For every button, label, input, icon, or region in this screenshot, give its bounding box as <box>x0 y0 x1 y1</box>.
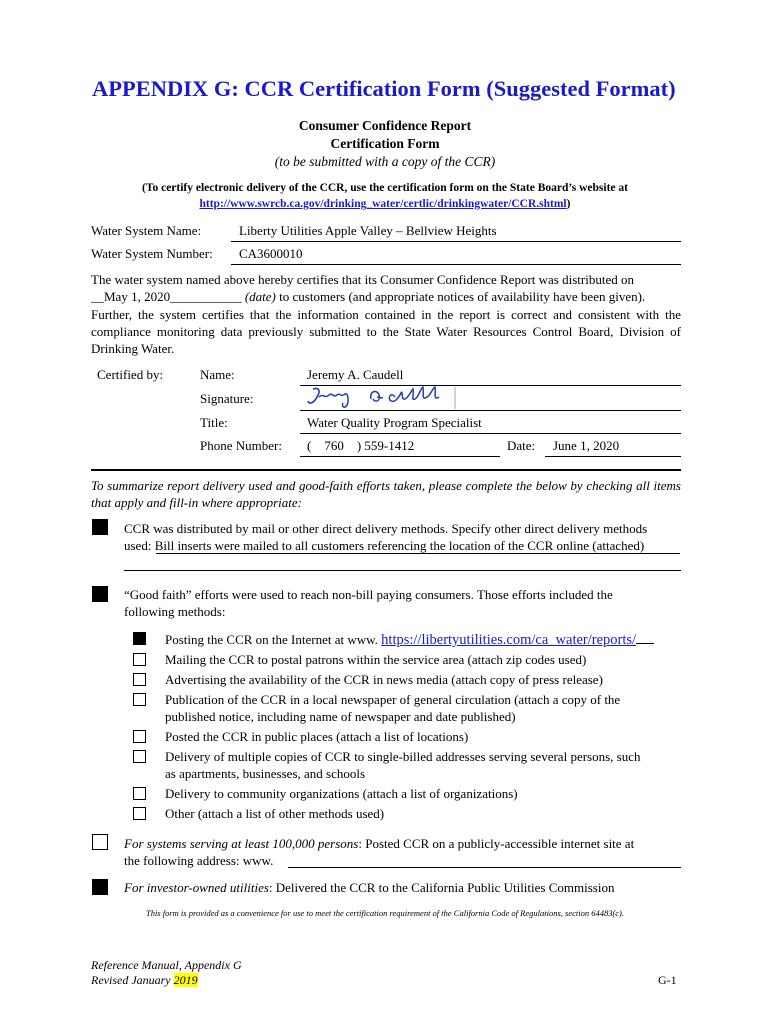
certifier-title-field[interactable]: Water Quality Program Specialist <box>307 415 482 430</box>
footer-reference: Reference Manual, Appendix G <box>91 958 242 972</box>
title-label: Title: <box>200 415 228 430</box>
method-newspaper-checkbox[interactable] <box>133 693 146 706</box>
investor-owned-checkbox[interactable] <box>92 879 108 895</box>
method-internet-checkbox[interactable] <box>133 632 146 645</box>
phone-underline <box>300 456 500 457</box>
water-system-number-underline <box>231 264 681 265</box>
distribution-date-field[interactable]: __May 1, 2020___________ <box>91 289 242 304</box>
large-system-checkbox[interactable] <box>92 834 108 850</box>
direct-delivery-line2[interactable]: used: Bill inserts were mailed to all customers referencing the location of the CCR online (attached) <box>124 538 645 553</box>
signature-label: Signature: <box>200 391 254 406</box>
page-number: G-1 <box>658 973 677 987</box>
method-public-places-text: Posted the CCR in public places (attach a list of locations) <box>165 729 469 744</box>
electronic-delivery-link-line: http://www.swrcb.ca.gov/drinking_water/certlic/drinkingwater/CCR.shtml) <box>199 198 571 210</box>
direct-delivery-underline <box>156 553 680 554</box>
large-system-address-field[interactable] <box>288 867 681 868</box>
section-divider <box>91 469 681 471</box>
phone-label: Phone Number: <box>200 438 282 453</box>
title-underline <box>300 433 681 434</box>
certified-by-label: Certified by: <box>97 367 164 382</box>
certification-line3: Further, the system certifies that the information contained in the report is correct and consistent with the compliance monitoring data previously submitted to the State Water Resources Control Board, Division of Drinking Water. <box>91 307 681 356</box>
water-system-name-underline <box>231 241 681 242</box>
name-label: Name: <box>200 367 235 382</box>
method-other-text: Other (attach a list of other methods used) <box>165 806 385 821</box>
phone-field[interactable]: ( 760 ) 559-1412 <box>307 438 415 453</box>
large-system-line1: For systems serving at least 100,000 persons: Posted CCR on a publicly-accessible internet site at <box>124 836 635 851</box>
summary-instruction: To summarize report delivery used and good-faith efforts taken, please complete the below by checking all items that apply and fill-in where appropriate: <box>91 478 681 510</box>
water-system-name-field[interactable]: Liberty Utilities Apple Valley – Bellview Heights <box>239 223 497 238</box>
method-multiple-copies-text2: as apartments, businesses, and schools <box>165 766 366 781</box>
form-heading-line1: Consumer Confidence Report <box>298 118 472 133</box>
ccr-url-link[interactable]: https://libertyutilities.com/ca_water/reports/ <box>381 632 637 648</box>
investor-owned-text: For investor-owned utilities: Delivered the CCR to the California Public Utilities Commission <box>124 880 615 895</box>
good-faith-line2: following methods: <box>124 604 226 619</box>
footnote: This form is provided as a convenience for use to meet the certification requirement of the California Code of Regulations, section 64483(c). <box>145 908 625 918</box>
direct-delivery-blank-line <box>124 570 681 571</box>
method-internet-text: Posting the CCR on the Internet at www. https://libertyutilities.com/ca_water/reports/ <box>165 632 654 649</box>
method-public-places-checkbox[interactable] <box>133 730 146 743</box>
method-mailing-text: Mailing the CCR to postal patrons within the service area (attach zip codes used) <box>165 652 587 667</box>
certification-line2: __May 1, 2020___________ (date) to customers (and appropriate notices of availability have been given). <box>91 289 646 304</box>
good-faith-line1: “Good faith” efforts were used to reach non-bill paying consumers. Those efforts included the <box>124 587 613 602</box>
signature-image <box>305 383 463 411</box>
date-underline <box>545 456 681 457</box>
direct-delivery-checkbox[interactable] <box>92 519 108 535</box>
method-multiple-copies-checkbox[interactable] <box>133 750 146 763</box>
page-title: APPENDIX G: CCR Certification Form (Suggested Format) <box>92 76 676 101</box>
water-system-number-label: Water System Number: <box>91 246 213 261</box>
method-multiple-copies-text: Delivery of multiple copies of CCR to single-billed addresses serving several persons, such <box>165 749 641 764</box>
method-advertising-text: Advertising the availability of the CCR in news media (attach copy of press release) <box>165 672 603 687</box>
certification-date-field[interactable]: June 1, 2020 <box>553 438 620 453</box>
water-system-number-field[interactable]: CA3600010 <box>239 246 303 261</box>
electronic-delivery-note: (To certify electronic delivery of the CCR, use the certification form on the State Board’s website at <box>142 182 628 194</box>
method-community-checkbox[interactable] <box>133 787 146 800</box>
date-label: Date: <box>507 438 536 453</box>
form-heading-line2: Certification Form <box>330 136 440 151</box>
method-other-checkbox[interactable] <box>133 807 146 820</box>
water-system-name-label: Water System Name: <box>91 223 202 238</box>
method-community-text: Delivery to community organizations (attach a list of organizations) <box>165 786 518 801</box>
certifier-name-field[interactable]: Jeremy A. Caudell <box>307 367 404 382</box>
footer-revised: Revised January 2019 <box>91 973 198 987</box>
large-system-line2: the following address: www. <box>124 853 274 868</box>
method-advertising-checkbox[interactable] <box>133 673 146 686</box>
signature-underline <box>300 410 681 411</box>
method-mailing-checkbox[interactable] <box>133 653 146 666</box>
certification-line1: The water system named above hereby certifies that its Consumer Confidence Report was distributed on <box>91 272 634 287</box>
method-newspaper-text: Publication of the CCR in a local newspaper of general circulation (attach a copy of the <box>165 692 621 707</box>
direct-delivery-line1: CCR was distributed by mail or other direct delivery methods. Specify other direct delivery methods <box>124 521 648 536</box>
certification-website-link[interactable]: http://www.swrcb.ca.gov/drinking_water/certlic/drinkingwater/CCR.shtml <box>199 198 567 210</box>
method-newspaper-text2: published notice, including name of newspaper and date published) <box>165 709 516 724</box>
good-faith-checkbox[interactable] <box>92 586 108 602</box>
form-heading-note: (to be submitted with a copy of the CCR) <box>274 154 496 169</box>
